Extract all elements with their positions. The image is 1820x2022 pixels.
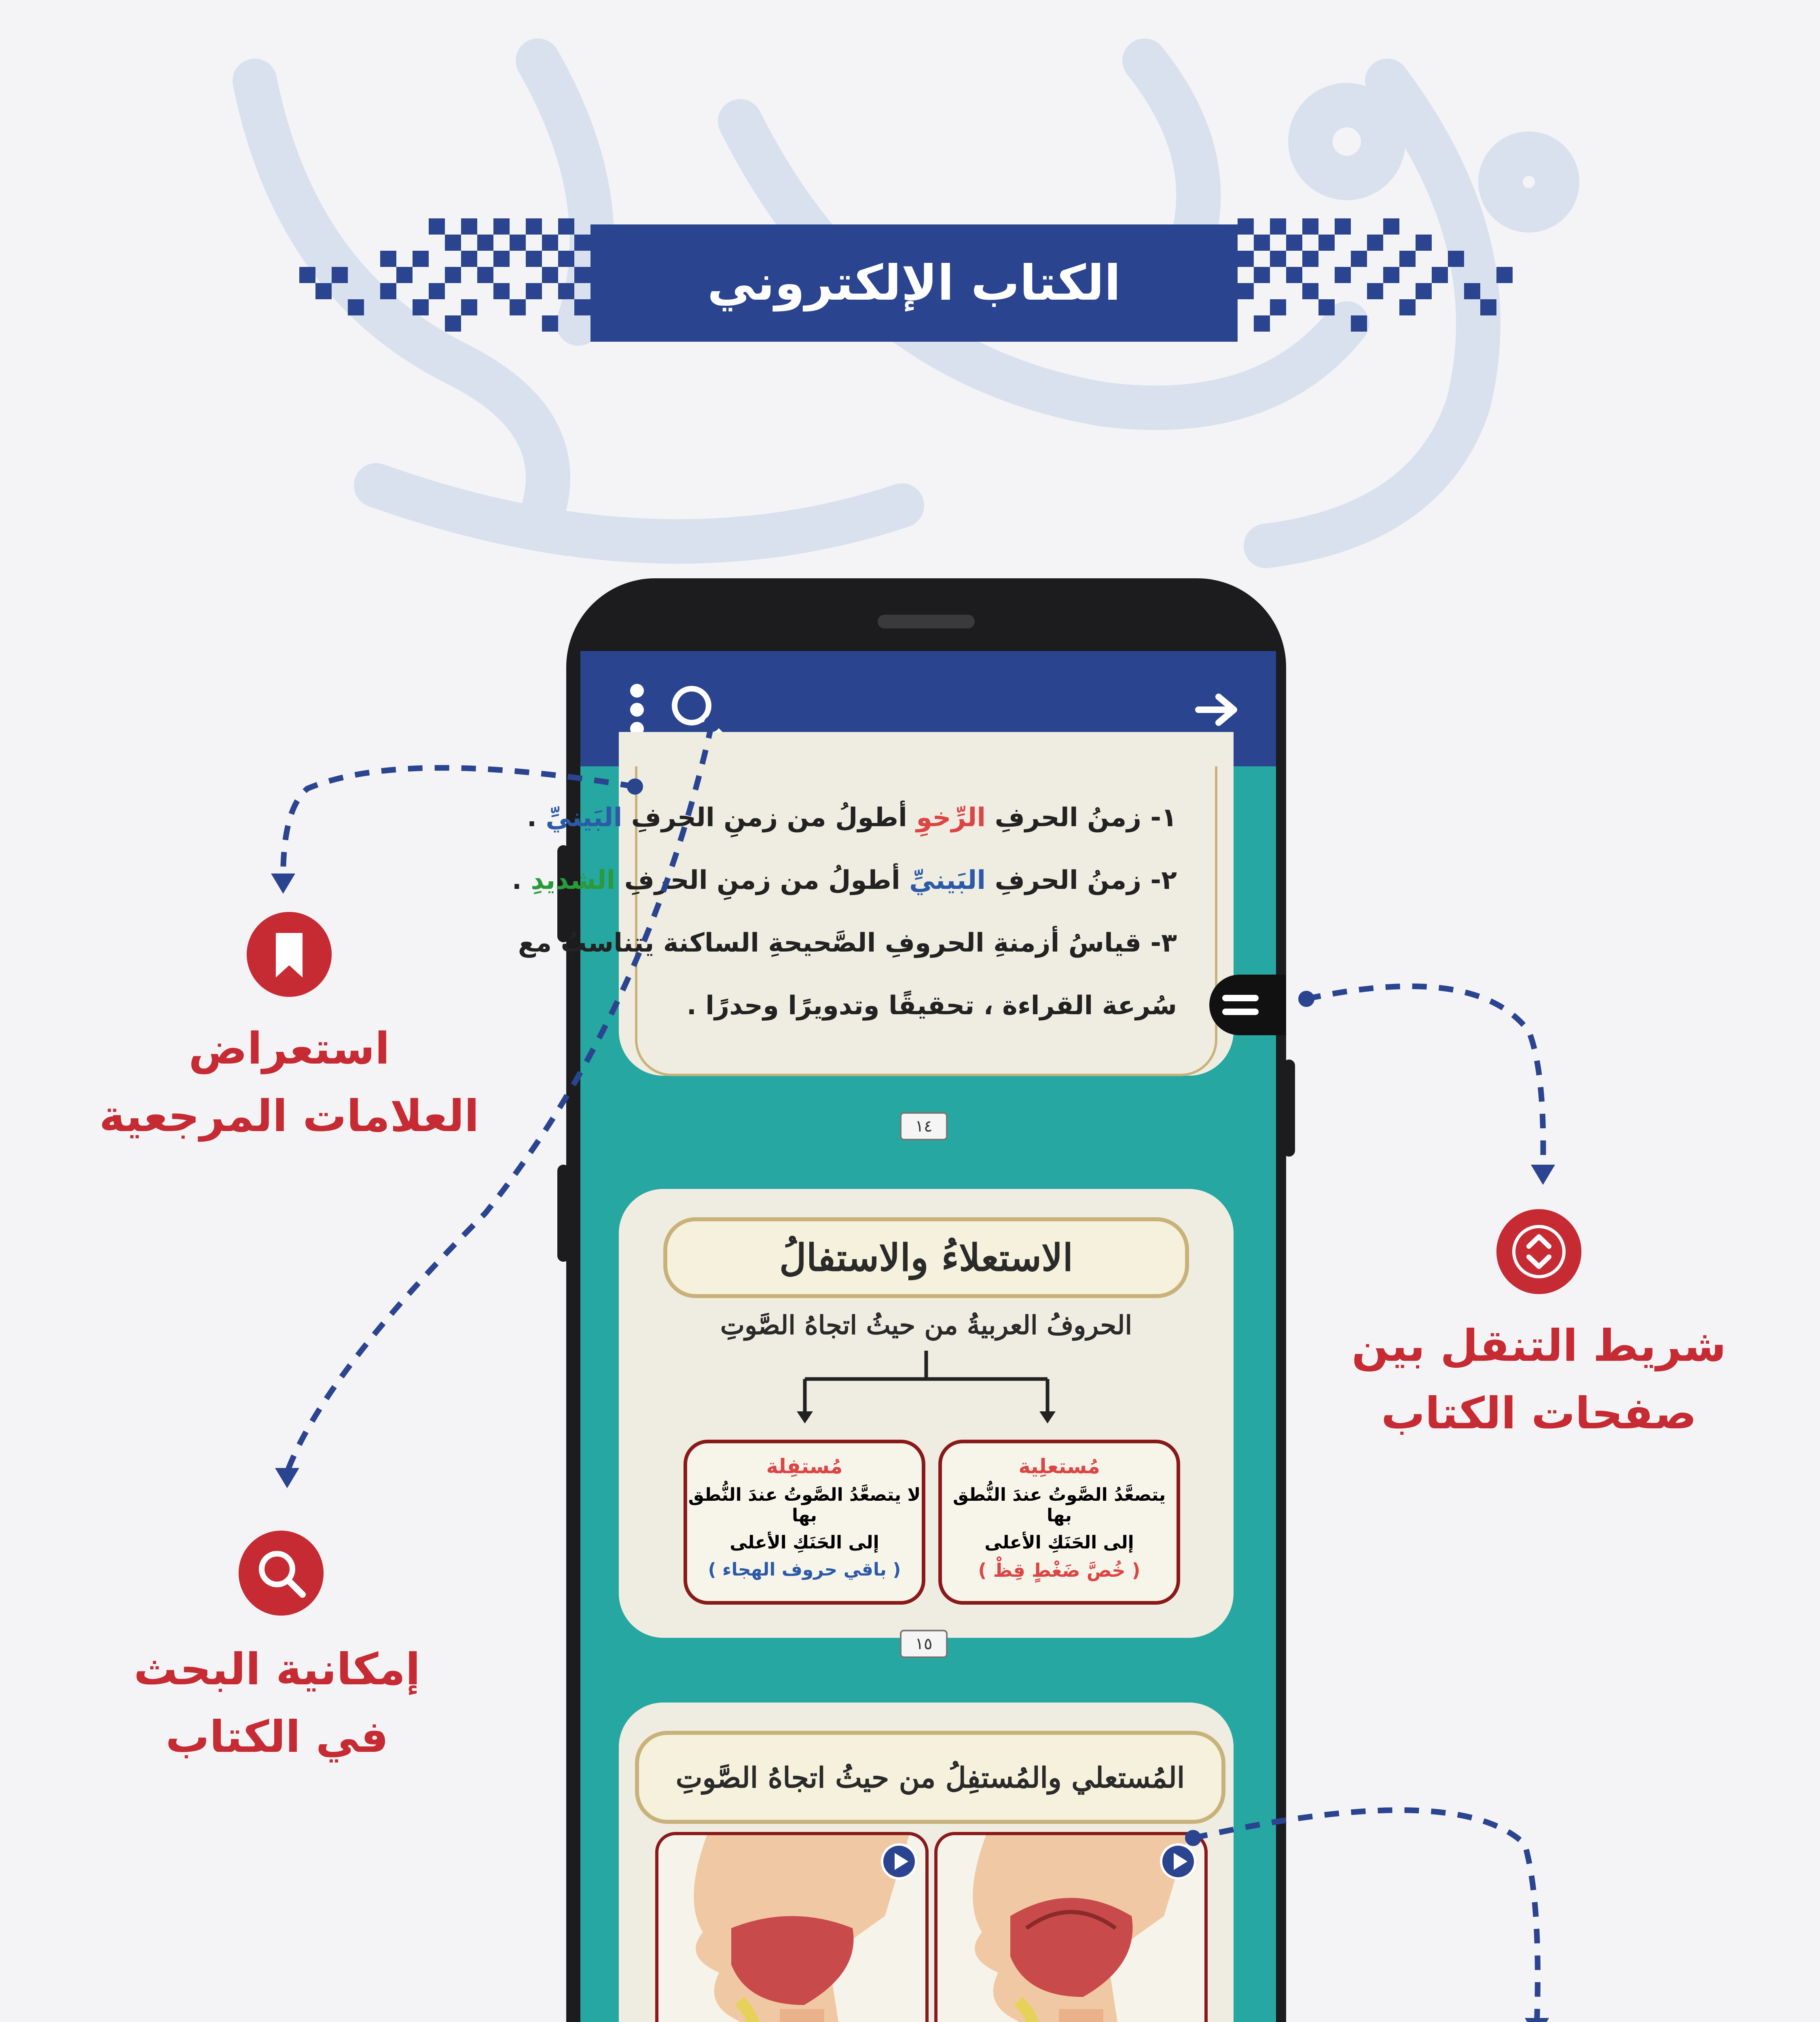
page-title: الكتاب الإلكتروني (590, 224, 1238, 342)
feature-search: إمكانية البحث في الكتاب (133, 1644, 421, 1763)
text-line: ٢- زمنُ الحرفِ البَينيِّ أطولُ من زمنِ الحرفِ الشديدِ . (512, 865, 1177, 895)
page-number: ١٤ (900, 1112, 948, 1140)
feature-navigation: شريط التنقل بين صفحات الكتاب (1351, 1321, 1727, 1439)
search-icon (239, 1531, 324, 1616)
up-down-chevron-icon (1496, 1209, 1581, 1294)
page-subtitle: الحروفُ العربيةُ من حيثُ اتجاهُ الصَّوتِ (720, 1310, 1132, 1341)
text-line: ٣- قياسُ أزمنةِ الحروفِ الصَّحيحةِ الساكنة يتناسبُ مع (518, 928, 1177, 958)
bookmark-icon (247, 912, 332, 997)
page-heading-frame: المُستعلي والمُستفِلُ من حيثُ اتجاهُ الصَّوتِ (635, 1731, 1225, 1824)
page-number: ١٥ (900, 1630, 948, 1658)
connector-dot (625, 776, 645, 797)
feature-bookmarks: استعراض العلامات المرجعية (99, 1024, 479, 1142)
connector-dot (1296, 989, 1316, 1009)
connector-dot (1183, 1828, 1203, 1848)
mustaliya-box: مُستعلِية يتصعَّدُ الصَّوتُ عندَ النُّطق بها إلى الحَنَكِ الأعلى ( خُصَّ ضَغْطٍ قِظْ ) (938, 1440, 1180, 1605)
connector-dot (702, 714, 722, 734)
page-heading-frame: الاستعلاءُ والاستفالُ (663, 1217, 1189, 1298)
text-line: سُرعة القراءة ، تحقيقًا وتدويرًا وحدرًا . (686, 991, 1177, 1021)
mustafila-box: مُستفِلة لا يتصعَّدُ الصَّوتُ عندَ النُّطق بها إلى الحَنَكِ الأعلى ( باقي حروف الهجاء ) (684, 1440, 925, 1605)
text-line: ١- زمنُ الحرفِ الرِّخوِ أطولُ من زمنِ الحرفِ البَينيِّ . (527, 803, 1177, 833)
